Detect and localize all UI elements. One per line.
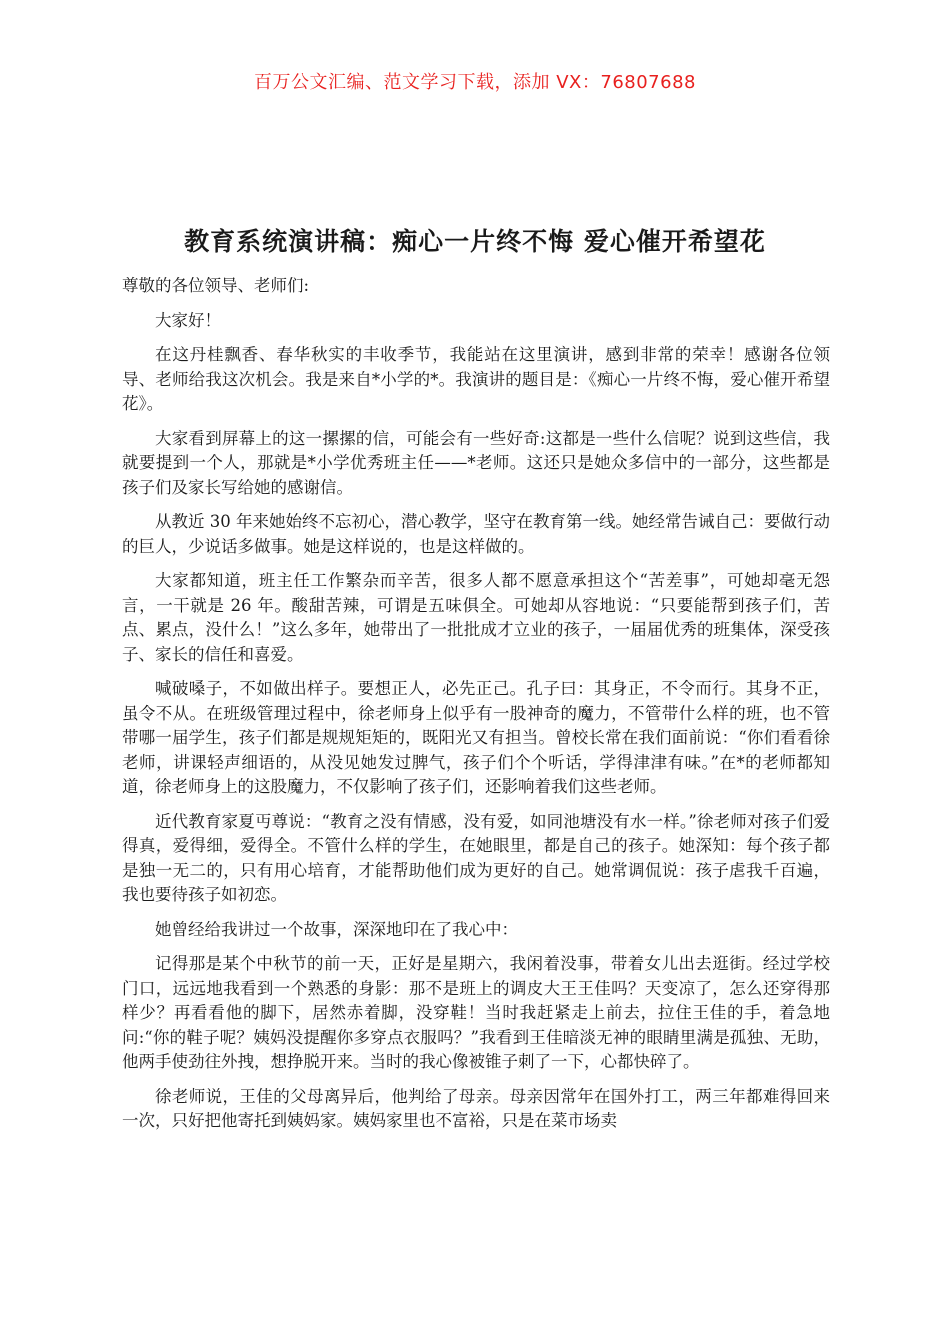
paragraph: 徐老师说，王佳的父母离异后，他判给了母亲。母亲因常年在国外打工，两三年都难得回来一次，只好把他寄托到姨妈家。姨妈家里也不富裕，只是在菜市场卖 xyxy=(122,1086,830,1130)
paragraph: 在这丹桂飘香、春华秋实的丰收季节，我能站在这里演讲，感到非常的荣幸！感谢各位领导、老师给我这次机会。我是来自*小学的*。我演讲的题目是：《痴心一片终不悔，爱心催开希望花》。 xyxy=(122,345,830,413)
paragraph: 喊破嗓子，不如做出样子。要想正人，必先正己。孔子曰：其身正，不令而行。其身不正，虽令不从。在班级管理过程中，徐老师身上似乎有一股神奇的魔力，不管带什么样的班，也不管带哪一届学生，孩子们都是规规矩矩的，既阳光又有担当。曾校长常在我们面前说：“你们看看徐老师，讲课轻声细语的，从没见她发过脾气，孩子们个个听话，学得津津有味。”在*的老师都知道，徐老师身上的这股魔力，不仅影响了孩子们，还影响着我们这些老师。 xyxy=(122,679,830,796)
paragraph: 记得那是某个中秋节的前一天，正好是星期六，我闲着没事，带着女儿出去逛街。经过学校门口，远远地我看到一个熟悉的身影：那不是班上的调皮大王王佳吗？天变凉了，怎么还穿得那样少？再看看他的脚下，居然赤着脚，没穿鞋！当时我赶紧走上前去，拉住王佳的手，着急地问:“你的鞋子呢？姨妈没提醒你多穿点衣服吗？”我看到王佳暗淡无神的眼睛里满是孤独、无助，他两手使劲往外拽，想挣脱开来。当时的我心像被锥子刺了一下，心都快碎了。 xyxy=(122,954,830,1071)
header-banner: 百万公文汇编、范文学习下载，添加 VX：76807688 xyxy=(254,72,696,93)
document-body xyxy=(122,274,830,1144)
paragraph: 大家都知道，班主任工作繁杂而辛苦，很多人都不愿意承担这个“苦差事”，可她却毫无怨言，一干就是 26 年。酸甜苦辣，可谓是五味俱全。可她却从容地说：“只要能帮到孩子们，苦点、累点，没什么！”这么多年，她带出了一批批成才立业的孩子，一届届优秀的班集体，深受孩子、家长的信任和喜爱。 xyxy=(122,571,830,664)
document-title: 教育系统演讲稿：痴心一片终不悔 爱心催开希望花 xyxy=(184,227,766,256)
paragraph: 大家好！ xyxy=(155,310,221,330)
paragraph: 她曾经给我讲过一个故事，深深地印在了我心中： xyxy=(155,919,518,939)
paragraph: 近代教育家夏丏尊说：“教育之没有情感，没有爱，如同池塘没有水一样。”徐老师对孩子们爱得真，爱得细，爱得全。不管什么样的学生，在她眼里，都是自己的孩子。她深知：每个孩子都是独一无二的，只有用心培育，才能帮助他们成为更好的自己。她常调侃说：孩子虐我千百遍，我也要待孩子如初恋。 xyxy=(122,811,830,904)
salutation: 尊敬的各位领导、老师们: xyxy=(122,276,310,295)
paragraph: 从教近 30 年来她始终不忘初心，潜心教学，坚守在教育第一线。她经常告诫自己：要做行动的巨人，少说话多做事。她是这样说的，也是这样做的。 xyxy=(122,512,830,556)
paragraph: 大家看到屏幕上的这一摞摞的信，可能会有一些好奇:这都是一些什么信呢？说到这些信，我就要提到一个人，那就是*小学优秀班主任——*老师。这还只是她众多信中的一部分，这些都是孩子们及家长写给她的感谢信。 xyxy=(122,428,830,497)
